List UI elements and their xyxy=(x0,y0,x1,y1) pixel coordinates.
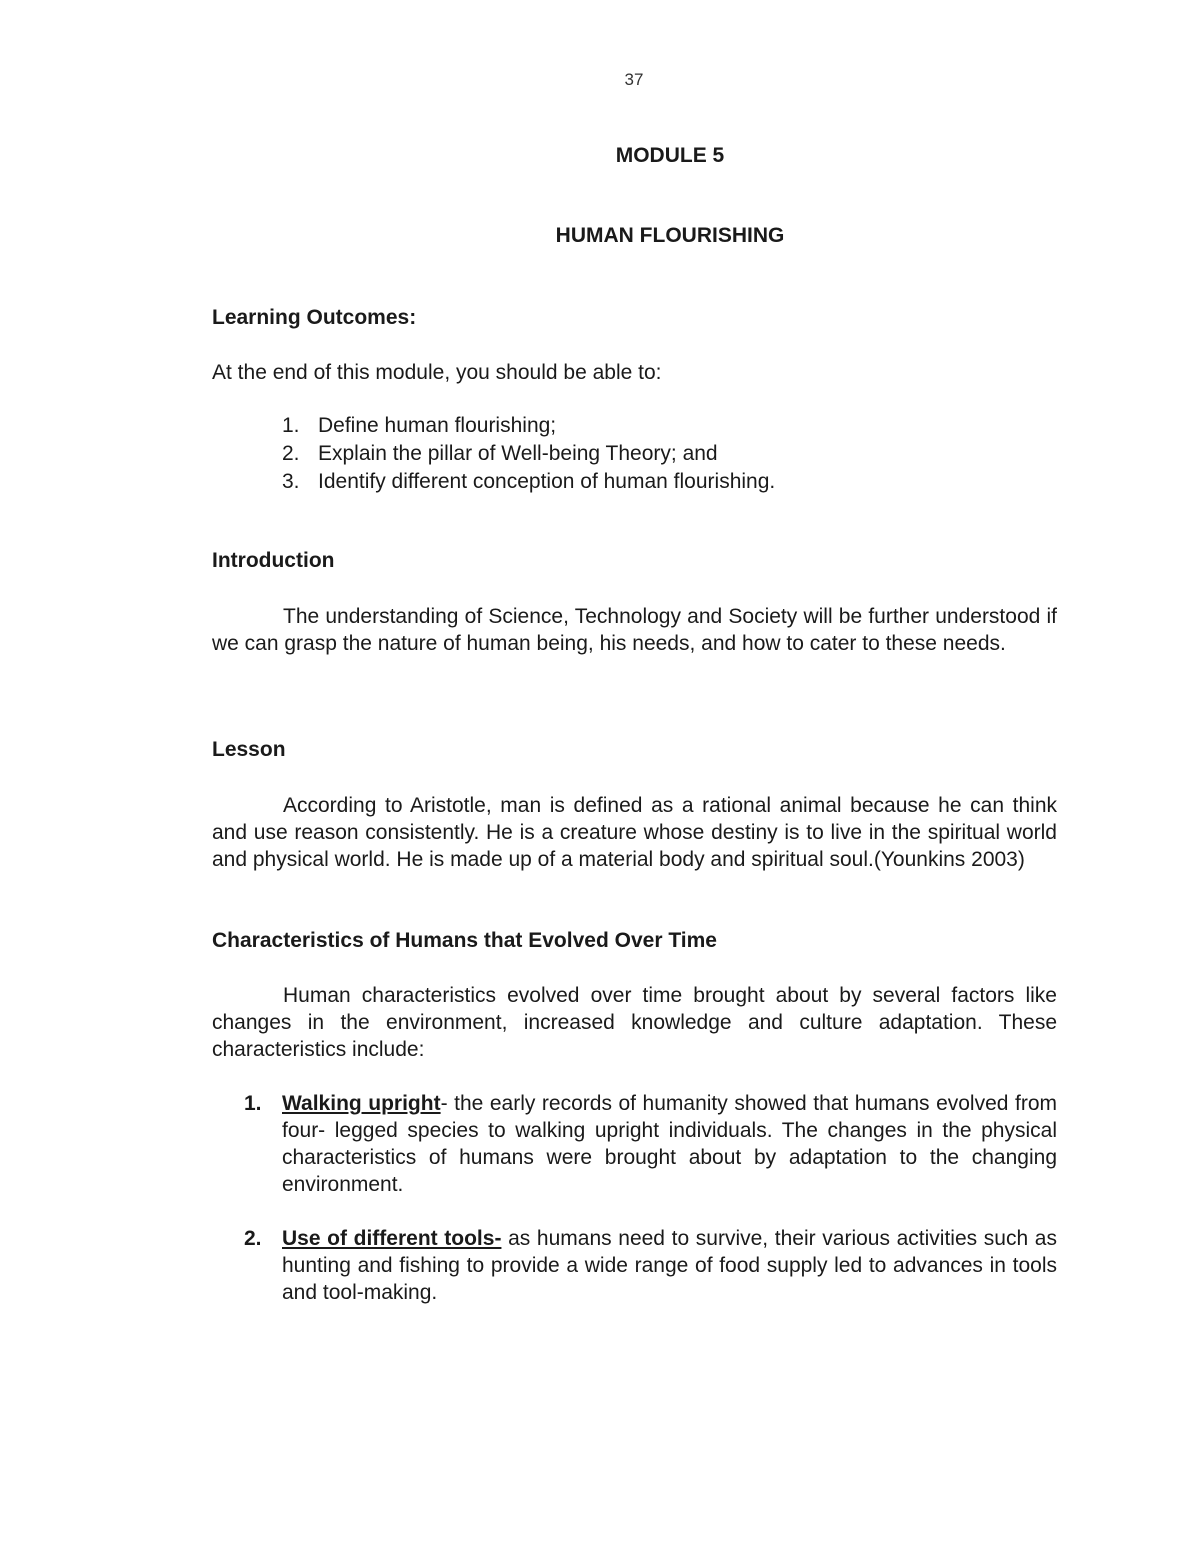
module-title: MODULE 5 xyxy=(615,144,725,167)
characteristic-description: - the early records of humanity showed that humans evolved from four- legged species to walking upright individuals. The changes in the physical characteristics of humans were brought about by adaptation to the changing environment. xyxy=(282,1092,1057,1196)
learning-outcomes-intro: At the end of this module, you should be able to: xyxy=(212,361,662,384)
list-item xyxy=(282,468,1062,496)
characteristics-intro: Human characteristics evolved over time brought about by several factors like changes in the environment, increased knowledge and culture adaptation. These characteristics include: xyxy=(212,984,1057,1061)
characteristic-term: Walking upright xyxy=(282,1092,441,1115)
characteristic-number: 2. xyxy=(244,1227,262,1250)
lesson-heading: Lesson xyxy=(212,738,286,761)
learning-outcomes-list xyxy=(282,412,1062,496)
introduction-paragraph: The understanding of Science, Technology and Society will be further understood if we can grasp the nature of human being, his needs, and how to cater to these needs. xyxy=(212,605,1057,655)
characteristic-item-walking-upright xyxy=(244,1090,1057,1198)
characteristic-text xyxy=(282,1090,1057,1198)
page-number: 37 xyxy=(624,70,644,89)
characteristics-heading: Characteristics of Humans that Evolved Over Time xyxy=(212,929,717,952)
characteristic-text xyxy=(282,1225,1057,1306)
list-item xyxy=(282,412,1062,440)
characteristic-term: Use of different tools- xyxy=(282,1227,502,1250)
list-item-number: 3. xyxy=(282,470,300,493)
list-item-number: 1. xyxy=(282,414,300,437)
characteristic-item-tools xyxy=(244,1225,1057,1306)
list-item xyxy=(282,440,1062,468)
characteristic-description: as humans need to survive, their various activities such as hunting and fishing to provide a wide range of food supply led to advances in tools and tool-making. xyxy=(282,1227,1057,1304)
list-item-text: Define human flourishing; xyxy=(318,414,557,437)
lesson-paragraph: According to Aristotle, man is defined as a rational animal because he can think and use reason consistently. He is a creature whose destiny is to live in the spiritual world and physical world. He is made up of a material body and spiritual soul.(Younkins 2003) xyxy=(212,794,1057,871)
list-item-text: Explain the pillar of Well-being Theory; and xyxy=(318,442,718,465)
introduction-heading: Introduction xyxy=(212,549,335,572)
characteristic-number: 1. xyxy=(244,1092,262,1115)
list-item-number: 2. xyxy=(282,442,300,465)
learning-outcomes-heading: Learning Outcomes: xyxy=(212,306,417,329)
main-title: HUMAN FLOURISHING xyxy=(555,224,785,247)
list-item-text: Identify different conception of human flourishing. xyxy=(318,470,776,493)
